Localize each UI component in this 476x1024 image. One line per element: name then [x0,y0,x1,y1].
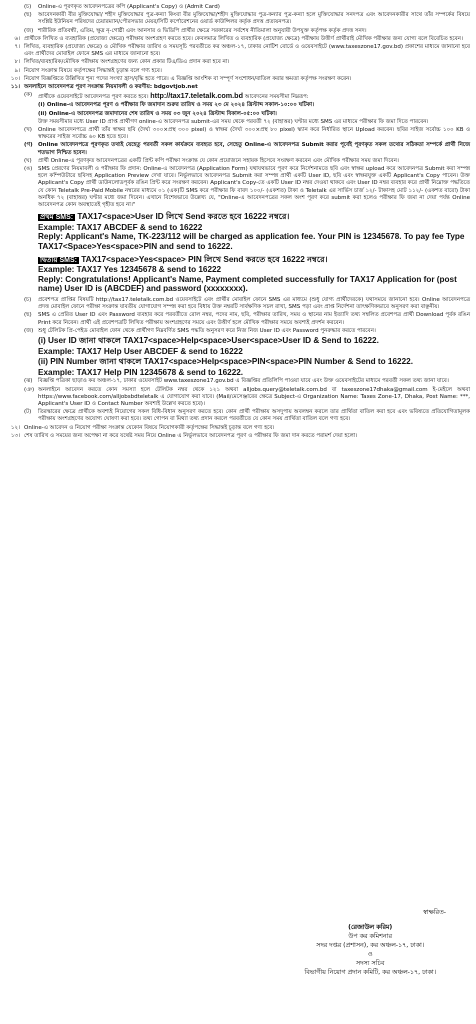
after-i2: (ii) PIN Number জানা থাকলে TAX17<space>Help<space>PIN<space>PIN Number & Send to 16222. [38,357,413,367]
second-sms-tag: দ্বিতীয় SMS: [40,256,77,264]
after-i2-example: Example: TAX17 Help PIN 12345678 & send to 16222. [38,367,244,377]
after-h: (ছ) SMS এ প্রেরিত User ID এবং Password ব্যবহার করে পরবর্তীতে রোল নম্বর, পদের নাম, ছবি, পরীক্ষার তারিখ, সময় ও স্থানের নাম ইত্যাদি তথ্য সম্বলিত প্রবেশপত্র প্রার্থী Download পূর্বক রঙিন Print করে নিবেন। প্রার্থী এই প্রবেশপত্রটি লিখিত পরীক্ষায় অংশগ্রহণের সময়ে এবং উত্তীর্ণ হলে মৌখিক পরীক্ষার সময়ে অবশ্যই প্রদর্শন করবেন। [24,312,470,326]
second-sms-reply: Reply: Congratulations! Applicant's Name, Payment completed successfully for TAX17 Application for (post name) User ID is (ABCDEF) and password (xxxxxxxx). [38,274,457,294]
online-c: (গ) Online আবেদনপত্রে পূরণকৃত তথ্যই যেহেতু পরবর্তী সকল কার্যক্রমে ব্যবহৃত হবে, সেহেতু Online-এ আবেদনপত্র Submit করার পূর্বেই পূরণকৃত সকল তথ্যের সঠিকতা সম্পর্কে প্রার্থী নিজে শতভাগ নিশ্চিত হবেন। [24,142,470,156]
second-sms-command: TAX17<space>Yes<space> PIN লিখে Send করতে হবে 16222 নম্বরে। [81,254,328,264]
first-sms-example: Example: TAX17 ABCDEF & send to 16222 [38,222,203,232]
item-chha: (ছ) আবেদনকারী বীর মুক্তিযোদ্ধা/ শহীদ মুক্তিযোদ্ধার পুত্র-কন্যা কিংবা বীর মুক্তিযোদ্ধা/শহীদ মুক্তিযোদ্ধার পুত্র-কন্যার পুত্র-কন্যা হলে মুক্তিযোদ্ধার সনদপত্র এবং আবেদনকারীর সাথে তাঁর সম্পর্কের বিষয়ে সংশ্লিষ্ট ইউনিয়ন পরিষদের চেয়ারম্যান/পৌরসভার মেয়র/সিটি কর্পোরেশনের ওয়ার্ড কাউন্সিলর কর্তৃক প্রদত্ত প্রত্যয়নপত্র। [24,12,470,26]
first-sms-command: TAX17<space>User ID লিখে Send করতে হবে 16222 নম্বরে। [77,212,290,222]
first-sms-tag: প্রথম SMS: [40,214,74,222]
item-cha: (চ) Online-এ পূরণকৃত আবেদনপত্রের কপি (Applicant's Copy) ও (Admit Card) [24,4,220,10]
items-top [6,4,470,91]
after-i1-example: Example: TAX17 Help User ABCDEF & send to 16222 [38,346,243,356]
item-11-heading: ১১। অনলাইনে আবেদনপত্র পূরণ সংক্রান্ত নিয়মাবলী ও করণীয়: bdgovtjob.net [10,84,198,91]
signatory-title-4: বিভাগীয় নিয়োগ প্রদান কমিটি, কর অঞ্চল-১৭, ঢাকা। [304,969,436,976]
signatory-title-3: সদস্য সচিব [356,960,385,967]
item-7: ৭। লিখিত, ব্যবহারিক (প্রযোজ্য ক্ষেত্রে) ও মৌখিক পরীক্ষার তারিখ ও সময়সূচি পরবর্তীতে কর অঞ্চল-১৭, ঢাকার নোটিশ বোর্ডে ও ওয়েবসাইটে (www.taxeszone17.gov.bd) প্রকাশের মাধ্যমে জানানো হবে এবং প্রার্থীদের মোবাইল ফোনে SMS এর মাধ্যমে জানানো হবে। [14,44,470,58]
after-i: (জ) শুধু টেলিটক প্রি-পেইড মোবাইল ফোন থেকে প্রার্থীগণ নিম্নবর্ণিত SMS পদ্ধতি অনুসরণ করে নিজ নিজ User ID এবং Password পুনরুদ্ধার করতে পারবেন। [24,327,376,334]
item-8: ৮। লিখিত/ব্যবহারিক/মৌখিক পরীক্ষায় অংশগ্রহণের জন্য কোন প্রকার টিএ/ডিএ প্রদান করা হবে না। [14,59,230,66]
item-13: ১৩। শেষ তারিখ ও সময়ের জন্য অপেক্ষা না করে যথেষ্ট সময় নিয়ে Online এ নির্ভুলভাবে আবেদনপত্র পূরণ ও পরীক্ষার ফি জমা দান করতে পরামর্শ দেয়া হলো। [10,432,358,439]
signed-label: স্বাক্ষরিত- [422,909,446,916]
online-a: (ক) প্রার্থীকে ওয়েবসাইটে আবেদনপত্র পূরণ করতে হবে। http://tax17.teletalk.com.bd আবেদনের সময়সীমা নিম্নরূপ: [24,91,309,101]
signatory-title-2: সদর দপ্তর (প্রশাসন), কর অঞ্চল-১৭, ঢাকা। [316,942,425,949]
item-ja: (জ) শারীরিক প্রতিবন্ধী, এতিম, ক্ষুদ্র নৃ-গোষ্ঠী এবং আনসার ও ভিডিপি প্রার্থীর ক্ষেত্রে সরকারের সর্বশেষ নীতিমালা অনুযায়ী উপযুক্ত কর্তৃপক্ষ কর্তৃক প্রদত্ত সনদ। [24,27,367,34]
teletalk-link[interactable]: http://tax17.teletalk.com.bd [150,91,243,101]
first-sms-block [38,212,470,251]
items-tail [6,425,470,440]
after-i1: (i) User ID জানা থাকলে TAX17<space>Help<space>User<space>User ID & Send to 16222. [38,336,379,346]
second-sms-example: Example: TAX17 Yes 12345678 & send to 16222 [38,265,222,275]
online-d: (ঘ) প্রার্থী Online-এ পূরণকৃত আবেদনপত্রের একটি প্রিন্ট কপি পরীক্ষা সংক্রান্ত যে কোন প্রয়োজনে সহায়ক হিসেবে সংরক্ষণ করবেন এবং মৌখিক পরীক্ষার সময় জমা দিবেন। [24,157,399,164]
signature-block [304,908,446,977]
online-instructions [24,92,470,209]
after-instructions [24,297,470,424]
item-10: ১০। নিয়োগ বিজ্ঞপ্তিতে উল্লিখিত শূন্য পদের সংখ্যা হ্রাস/বৃদ্ধি হতে পারে। এ বিজ্ঞপ্তি আংশিক বা সম্পূর্ণ সংশোধন/বাতিল করার ক্ষমতা কর্তৃপক্ষ সংরক্ষণ করেন। [10,75,352,82]
item-12: ১২। Online-এ আবেদন ও নিয়োগ পরীক্ষা সংক্রান্ত যেকোন বিষয়ে নিয়োগকারী কর্তৃপক্ষের সিদ্ধান্তই চূড়ান্ত বলে গণ্য হবে। [10,424,275,431]
after-k: (ঞ) অনলাইনে আবেদন করতে কোন সমস্যা হলে টেলিটক নম্বর থেকে ১২১ অথবা alljobs.query@teletalk.com.bd বা taxeszone17dhaka@gmail.com ই-মেইলে অথবা https://www.facebook.com/alljobsbdteletalk এ যোগাযোগ করা যাবে। (Mail/মেসেঞ্জারের ক্ষেত্রে Subject-এ Organization Name: Taxes Zone-17, Dhaka, Post Name: ***, Applicant's User ID ও Contact Number অবশ্যই উল্লেখ করতে হবে)। [24,386,470,408]
online-e: (ঙ) SMS প্রেরণের নিয়মাবলী ও পরীক্ষার ফি প্রদান: Online-এ আবেদনপত্র (Application Form) যথাযথভাবে পূরণ করে নির্দেশনামতে ছবি এবং স্বাক্ষর upload করে আবেদনপত্র Submit করা সম্পন্ন হলে কম্পিউটারে ছবিসহ Application Preview দেখা যাবে। নির্ভুলভাবে আবেদনপত্র Submit করা সম্পন্ন প্রার্থী একটি User ID, ছবি এবং স্বাক্ষরযুক্ত একটি Applicant's Copy পাবেন। উক্ত Applicant's Copy প্রার্থী ডাউনলোডপূর্বক রঙিন প্রিন্ট করে সংরক্ষণ করবেন। Applicant's Copy-তে একটি User ID নম্বর দেওয়া থাকবে এবং User ID নম্বর ব্যবহার করে প্রার্থী নিম্নোক্ত পদ্ধতিতে যে কোন Teletalk Pre-Paid Mobile নম্বরের মাধ্যমে ০১ (এক)টি SMS করে পরীক্ষার ফি বাবদ ১০০/- (একশত) টাকা ও Teletalk এর সার্ভিস চার্জ ১২/- টাকাসহ মোট ১১২/- (একশত বারো) টাকা অনধিক ৭২ (বাহাত্তর) ঘণ্টার মধ্যে জমা দিবেন। এখানে বিশেষভাবে উল্লেখ্য যে, "Online-এ আবেদনপত্রের সকল অংশ পূরণ করে submit করা হলেও পরীক্ষার ফি জমা না দেয়া পর্যন্ত Online আবেদনপত্র কোন অবস্থাতেই গৃহীত হবে না।" [24,166,470,209]
online-b: (খ) Online আবেদনপত্রে প্রার্থী তাঁর স্বাক্ষর ছবি (দৈর্ঘ্য ৩০০×প্রস্থ ৩০০ pixel) ও স্বাক্ষর (দৈর্ঘ্য ৩০০×প্রস্থ ৮০ pixel) স্ক্যান করে নির্ধারিত স্থানে Upload করবেন। ছবির সাইজ সর্বোচ্চ ১০০ KB ও স্বাক্ষরের সাইজ সর্বোচ্চ ৬০ KB হতে হবে। [24,127,470,141]
second-sms-block [38,255,470,294]
after-j: (ঝ) বিজ্ঞপ্তি পত্রিকা ছাড়াও কর অঞ্চল-১৭, ঢাকার ওয়েবসাইট www.taxeszone17.gov.bd এ বিজ্ঞপ্তির প্রতিলিপি পাওয়া যাবে এবং উক্ত ওয়েবসাইটের মাধ্যমে পরবর্তী সকল তথ্য জানা যাবে। [24,378,449,385]
item-6: ৬। প্রার্থীকে লিখিত ও ব্যবহারিক (প্রযোজ্য ক্ষেত্রে) পরীক্ষায় অংশগ্রহণ করতে হবে। কেবলমাত্র লিখিত ও ব্যবহারিক (প্রযোজ্য ক্ষেত্রে) পরীক্ষায় উত্তীর্ণ প্রার্থীরাই মৌখিক পরীক্ষার জন্য যোগ্য বলে বিবেচিত হবেন। [14,35,463,42]
signatory-name: (রেজাউল করিম) [348,924,393,931]
signatory-and: ও [367,951,373,958]
first-sms-reply: Reply: Applicant's Name, TK-223/112 will be charged as application fee. Your PIN is 12345678. To pay fee Type TAX17<Space>Yes<space>PIN and send to 16222. [38,232,465,252]
item-9: ৯। নিয়োগ সংক্রান্ত বিষয়ে কর্তৃপক্ষের সিদ্ধান্তই চূড়ান্ত বলে গণ্য হবে। [14,67,162,74]
online-a-i: (i) Online-এ আবেদনপত্র পূরণ ও পরীক্ষার ফি জমাদান শুরুর তারিখ ও সময় ২৩ মে ২০২৪ খ্রিস্টাব্দ সকাল-১০:০০ ঘটিকা। [38,102,315,109]
online-a-tail: উক্ত সময়সীমার মধ্যে User ID প্রাপ্ত প্রার্থীগণ online-এ আবেদনপত্র submit-এর সময় থেকে পরবর্তী ৭২ (বাহাত্তর) ঘণ্টার মধ্যে SMS এর মাধ্যমে পরীক্ষার ফি জমা দিতে পারবেন। [38,118,429,125]
after-l: (ট) তিরস্কারের ক্ষেত্রে প্রার্থীকে অবশ্যই নিয়োগের সকল বিধি-বিধান অনুসরণ করতে হবে। কোন প্রার্থী পরীক্ষায় অসদুপায় অবলম্বন করলে তার প্রার্থিতা বাতিল করা হবে এবং ভবিষ্যতে প্রতিযোগিতামূলক পরীক্ষায় অংশগ্রহণের অযোগ্য ঘোষণা করা হবে। তথ্য গোপন বা মিথ্যা তথ্য প্রদান করলে পরবর্তীতে যে কোন সময় প্রার্থিতা বাতিল বলে গণ্য হবে। [24,409,470,423]
signatory-title-1: উপ কর কমিশনার [348,933,392,940]
after-g: (চ) প্রবেশপত্র প্রাপ্তির বিষয়টি http://tax17.teletalk.com.bd ওয়েবসাইটে এবং প্রার্থীর মোবাইল ফোনে SMS এর মাধ্যমে (শুধু যোগ্য প্রার্থীদেরকে) যথাসময়ে জানানো হবে। Online আবেদনপত্রে প্রদত্ত মোবাইল ফোনে পরীক্ষা সংক্রান্ত যাবতীয় যোগাযোগ সম্পন্ন করা হবে বিধায় উক্ত নম্বরটি সার্বক্ষণিক সচল রাখা, SMS পড়া এবং প্রাপ্ত নির্দেশনা তাৎক্ষণিকভাবে অনুসরণ করা বাঞ্ছনীয়। [24,297,470,311]
online-a-ii: (ii) Online-এ আবেদনপত্র জমাদানের শেষ তারিখ ও সময় ০৩ জুন ২০২৪ খ্রিস্টাব্দ বিকাল-০৫:০০ ঘটিকা। [38,110,277,117]
